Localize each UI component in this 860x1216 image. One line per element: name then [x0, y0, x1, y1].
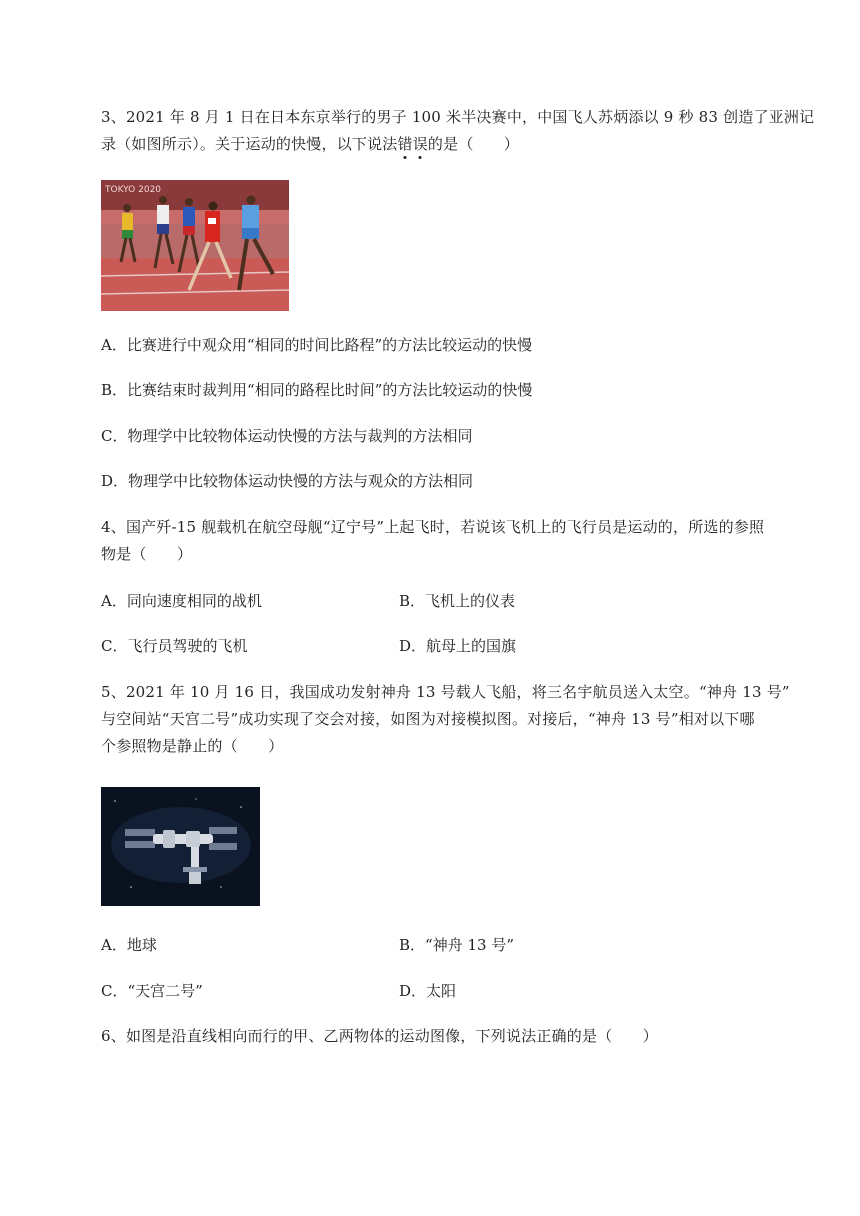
q4-stem-line1: 4、国产歼-15 舰载机在航空母舰“辽宁号”上起飞时，若说该飞机上的飞行员是运动的，所选的参照	[101, 518, 765, 536]
q3-stem-line1: 3、2021 年 8 月 1 日在日本东京举行的男子 100 米半决赛中，中国飞人苏炳添以 9 秒 83 创造了亚洲记	[101, 108, 815, 126]
q5-stem-line3: 个参照物是静止的（ ）	[101, 737, 284, 755]
q3-stem-line2	[101, 133, 519, 155]
q3-stem-pre: 录（如图所示）。关于运动的快慢，以下说法	[101, 135, 398, 153]
sprint-race-photo	[101, 180, 289, 311]
space-station-docking-image	[101, 787, 260, 906]
q4-option-a: A．同向速度相同的战机	[101, 592, 262, 610]
q4-stem-line2: 物是（ ）	[101, 545, 193, 563]
q3-option-b: B．比赛结束时裁判用“相同的路程比时间”的方法比较运动的快慢	[101, 381, 533, 399]
q3-option-d: D．物理学中比较物体运动快慢的方法与观众的方法相同	[101, 472, 474, 490]
tokyo-2020-banner-text: TOKYO 2020	[105, 185, 162, 195]
q4-option-c: C．飞行员驾驶的飞机	[101, 637, 248, 655]
q5-stem-line1: 5、2021 年 10 月 16 日，我国成功发射神舟 13 号载人飞船，将三名宇航员送入太空。“神舟 13 号”	[101, 683, 790, 701]
q5-option-c: C．“天宫二号”	[101, 982, 203, 1000]
q5-option-d: D．太阳	[399, 982, 457, 1000]
q4-option-d: D．航母上的国旗	[399, 637, 517, 655]
q6-stem-line1: 6、如图是沿直线相向而行的甲、乙两物体的运动图像，下列说法正确的是（ ）	[101, 1027, 658, 1045]
q5-stem-line2: 与空间站“天宫二号”成功实现了交会对接，如图为对接模拟图。对接后，“神舟 13 号”相对以下哪	[101, 710, 755, 728]
q4-option-b: B．飞机上的仪表	[399, 592, 516, 610]
q5-option-a: A．地球	[101, 936, 157, 954]
q3-option-a: A．比赛进行中观众用“相同的时间比路程”的方法比较运动的快慢	[101, 336, 533, 354]
q3-emphasis-cuo: 错	[397, 135, 413, 153]
q3-stem-post: 的是（ ）	[427, 135, 520, 153]
q5-option-b: B．“神舟 13 号”	[399, 936, 514, 954]
q3-option-c: C．物理学中比较物体运动快慢的方法与裁判的方法相同	[101, 427, 473, 445]
q3-emphasis-wu: 误	[412, 135, 428, 153]
